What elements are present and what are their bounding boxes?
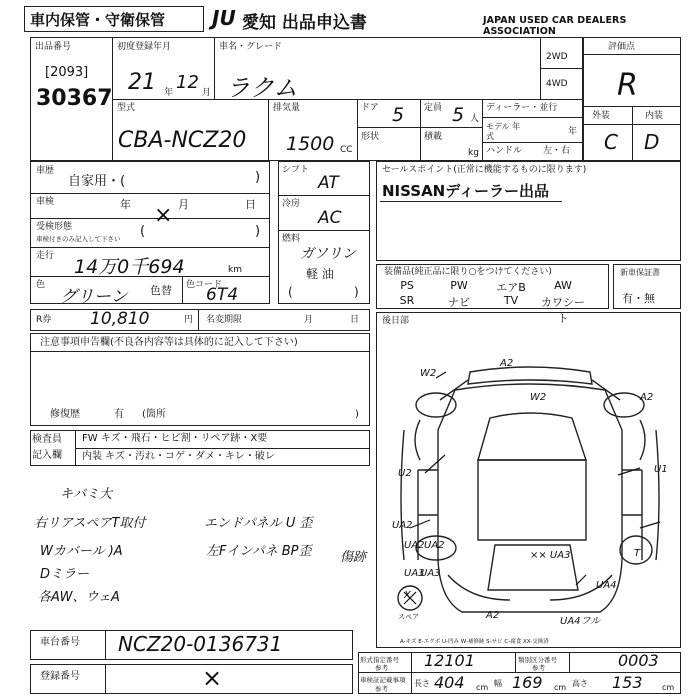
- spec-dims-label: 車検証記載事項: [360, 676, 406, 684]
- recycle-label: R券: [36, 315, 52, 325]
- doors-label: ドア: [361, 103, 379, 113]
- grade-exterior-label: 外装: [592, 111, 611, 121]
- spec-width-unit: cm: [554, 683, 567, 692]
- spec-cert-value: 12101: [424, 651, 475, 670]
- grade-interior-label: 内装: [645, 111, 664, 121]
- drive-2wd: 2WD: [546, 52, 568, 62]
- fuel-gasoline: ガソリン: [300, 246, 356, 262]
- form-title: 出品申込書: [281, 13, 367, 33]
- spec-width-label: 幅: [494, 679, 502, 688]
- fuel-diesel: 軽 油: [306, 267, 334, 281]
- color-change-label: 色替: [150, 284, 172, 297]
- grade-label: 評価点: [608, 42, 636, 52]
- selling-points-label: セールスポイント(正常に機能するものに限ります): [382, 165, 587, 175]
- selling-points-value: NISSANディーラー出品: [382, 182, 550, 200]
- chassis-label: 車台番号: [40, 637, 80, 648]
- inspection-mark: ×: [154, 203, 173, 228]
- name-change-label: 名変期限: [206, 315, 243, 325]
- spec-length-unit: cm: [476, 683, 489, 692]
- damage-mark: UA2: [424, 540, 445, 551]
- inspection-receipt-note: 車検付きのみ記入して下さい: [36, 235, 121, 243]
- association-name: JAPAN USED CAR DEALERS ASSOCIATION: [483, 15, 627, 37]
- grade-interior: D: [644, 130, 660, 154]
- equipment-item: PS: [400, 279, 414, 292]
- inspection-receipt-close: ): [255, 224, 261, 239]
- registration-year: 21: [128, 70, 156, 95]
- equipment-item: SR: [399, 294, 415, 307]
- spare-key-label: 新車保証書: [620, 268, 660, 277]
- capacity-unit: 人: [470, 114, 480, 124]
- registration-month-suffix: 月: [202, 88, 212, 98]
- damage-mark: UA3: [420, 568, 441, 579]
- mileage-label: 走行: [36, 251, 55, 261]
- fuel-open: (: [288, 285, 293, 299]
- repair-value: 有: [114, 409, 124, 420]
- model-name-label: 車名・グレード: [219, 42, 283, 52]
- listing-sub-number: [2093]: [45, 65, 89, 80]
- load-label: 積載: [424, 132, 443, 142]
- spec-height: 153: [612, 673, 643, 692]
- inspection-year: 年: [120, 198, 131, 211]
- recycle-unit: 円: [184, 315, 194, 325]
- fuel-label: 燃料: [282, 234, 301, 244]
- equipment-item: エアB: [496, 281, 526, 294]
- ac-label: 冷房: [282, 199, 301, 209]
- damage-mark: A2: [500, 358, 514, 369]
- repair-close: ): [355, 409, 359, 420]
- reg-number-label: 登録番号: [40, 671, 80, 682]
- name-change-day: 日: [350, 315, 360, 325]
- spec-dims-sub: 参考: [375, 685, 388, 693]
- spare-label: スペア: [398, 613, 419, 621]
- spec-cert-sub: 参考: [375, 664, 388, 672]
- displacement-label: 排気量: [273, 103, 301, 113]
- inspector-row2: 内装 キズ・汚れ・コゲ・ダメ・キレ・破レ: [82, 451, 275, 462]
- history-close: ): [255, 170, 261, 185]
- shift-value: AT: [318, 173, 339, 193]
- repair-part: (箇所: [142, 409, 166, 420]
- inspector-note-1: キバミ大: [60, 487, 113, 502]
- inspector-note-2: 右リアスペアT取付: [34, 516, 146, 531]
- recycle-value: 10,810: [90, 309, 150, 329]
- inspector-note-5: 各AW、ウェA: [38, 590, 120, 605]
- capacity-value: 5: [452, 104, 465, 126]
- damage-mark: UA2: [392, 520, 413, 531]
- spec-class-label: 類別区分番号: [518, 656, 557, 664]
- spec-length-label: 長さ: [414, 679, 430, 688]
- damage-mark: W2: [420, 368, 437, 379]
- damage-mark: UA3: [404, 568, 425, 579]
- registration-month: 12: [176, 72, 199, 93]
- color-label: 色: [36, 280, 46, 290]
- damage-mark: UA2: [404, 540, 425, 551]
- brand-region: 愛知: [242, 13, 276, 33]
- model-name-value: ラクム: [226, 74, 298, 102]
- grade-exterior: C: [604, 130, 618, 154]
- mileage-unit: km: [228, 265, 242, 275]
- inspector-label1: 検査員: [32, 434, 62, 445]
- equipment-item: PW: [450, 279, 468, 292]
- model-year-label: モデル 年式: [486, 122, 521, 141]
- inspector-note-3: Wカバール )A: [40, 544, 123, 559]
- spec-class-sub: 参考: [532, 664, 545, 672]
- name-change-month: 月: [304, 315, 314, 325]
- inspector-note-7: 左Fインパネ BP歪: [206, 544, 312, 559]
- capacity-label: 定員: [424, 103, 443, 113]
- dealer-parallel-label: ディーラー・並行: [486, 103, 558, 113]
- doors-value: 5: [392, 104, 405, 126]
- handle-options: 左・右: [543, 146, 571, 156]
- load-unit: kg: [468, 148, 479, 158]
- type-value: CBA-NCZ20: [118, 128, 247, 153]
- inspection-label: 車検: [36, 197, 55, 207]
- inspector-note-8: 傷跡: [340, 550, 367, 565]
- registration-label: 初度登録年月: [117, 42, 172, 52]
- displacement-value: 1500: [286, 133, 335, 155]
- damage-mark: T: [634, 548, 641, 559]
- damage-mark: U1: [654, 464, 668, 475]
- spare-key-options: 有・無: [622, 292, 655, 305]
- damage-mark: U2: [398, 468, 412, 479]
- inspection-day: 日: [245, 198, 256, 211]
- equipment-item: TV: [503, 294, 519, 307]
- storage-header: 車内保管・守衛保管: [30, 11, 166, 29]
- inspector-note-6: エンドパネル U 歪: [204, 516, 313, 531]
- inspection-receipt-label: 受検形態: [36, 222, 73, 232]
- listing-number: 30367: [36, 86, 113, 111]
- repair-label: 修復歴: [50, 409, 80, 420]
- spec-height-unit: cm: [662, 683, 675, 692]
- damage-mark: A2: [486, 610, 500, 621]
- color-code: 6T4: [206, 285, 239, 305]
- damage-legend: A-キズ E-エクボ U-凹み W-補修跡 S-サビ C-腐食 XX-交換済: [400, 639, 549, 645]
- history-value: 自家用・(: [68, 174, 126, 189]
- damage-mark: UA4: [596, 580, 617, 591]
- spec-length: 404: [434, 673, 465, 692]
- inspector-label2: 記入欄: [32, 450, 62, 461]
- inspector-row1: FW キズ・飛石・ヒビ割・リペア跡・X要: [82, 433, 268, 444]
- registration-year-suffix: 年: [164, 88, 174, 98]
- model-year-unit: 年: [568, 127, 578, 137]
- inspection-month: 月: [178, 198, 189, 211]
- shape-label: 形状: [361, 132, 380, 142]
- damage-mark: X: [404, 590, 411, 601]
- damage-mark: UA4フル: [560, 616, 601, 627]
- shift-label: シフト: [282, 165, 310, 175]
- inspection-receipt-open: (: [140, 224, 146, 239]
- ju-logo: JU: [212, 6, 236, 30]
- displacement-unit: CC: [340, 145, 353, 155]
- damage-mark: A2: [640, 392, 654, 403]
- reg-number-mark: ×: [202, 664, 223, 692]
- ac-value: AC: [318, 208, 342, 228]
- listing-label: 出品番号: [35, 42, 72, 52]
- inspector-note-4: Dミラー: [40, 567, 90, 582]
- damage-mark: W2: [530, 392, 547, 403]
- grade-value: R: [617, 68, 638, 103]
- fuel-close: ): [354, 285, 359, 299]
- type-label: 型式: [117, 103, 136, 113]
- diagram-label: 後日部: [382, 316, 410, 326]
- drive-4wd: 4WD: [546, 79, 568, 89]
- color-value: グリーン: [60, 287, 128, 307]
- chassis-value: NCZ20-0136731: [118, 632, 283, 656]
- notes-label: 注意事項申告欄(不良各内容等は具体的に記入して下さい): [40, 337, 298, 348]
- equipment-item: AW: [554, 279, 572, 292]
- handle-label: ハンドル: [486, 146, 523, 156]
- equipment-item: ナビ: [448, 296, 470, 309]
- spec-class-value: 0003: [618, 651, 659, 670]
- damage-mark: ×× UA3: [530, 550, 571, 561]
- mileage-value: 14万0千694: [74, 256, 185, 278]
- spec-height-label: 高さ: [572, 679, 588, 688]
- history-label: 車歴: [36, 166, 55, 176]
- equipment-item: カワシート: [541, 296, 585, 325]
- color-code-label: 色コード: [186, 280, 223, 290]
- spec-width: 169: [512, 673, 543, 692]
- spec-cert-label: 形式指定番号: [360, 656, 399, 664]
- equipment-label: 装備品(純正品に限り○をつけてください): [384, 267, 552, 277]
